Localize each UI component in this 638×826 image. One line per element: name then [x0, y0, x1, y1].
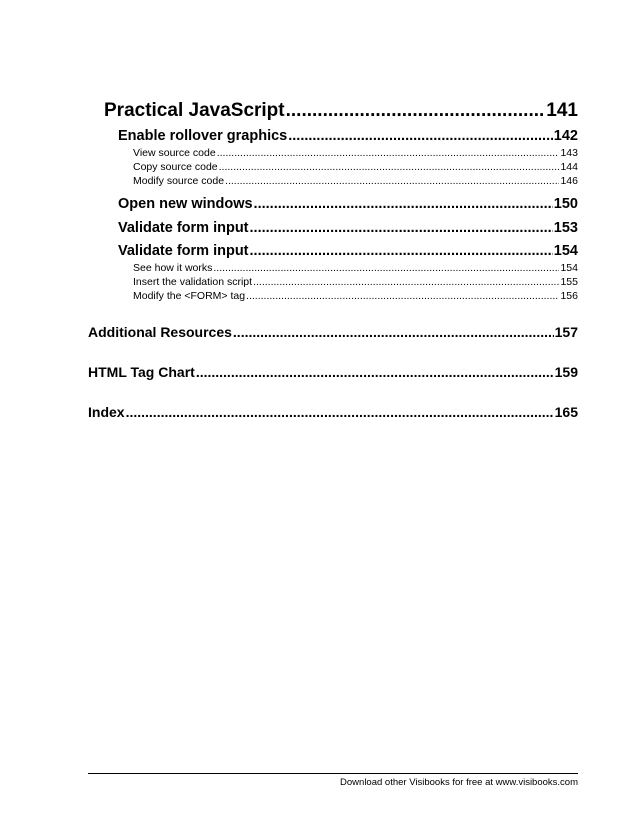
- toc-page-number: 155: [560, 276, 578, 288]
- footer-divider: [88, 773, 578, 774]
- toc-page-number: 153: [553, 220, 578, 236]
- dot-leader: [225, 175, 559, 187]
- dot-leader: [213, 262, 559, 274]
- toc-section-entry: [118, 243, 578, 259]
- toc-subentry: [133, 290, 578, 302]
- toc-label: Modify source code: [133, 175, 225, 187]
- toc-page-number: 159: [554, 364, 578, 380]
- dot-leader: [288, 128, 553, 144]
- toc-page-number: 156: [560, 290, 578, 302]
- toc-label: HTML Tag Chart: [88, 364, 195, 380]
- toc-page-number: 154: [553, 243, 578, 259]
- toc-page-number: 157: [554, 324, 578, 340]
- dot-leader: [246, 290, 559, 302]
- toc-top-entry: [88, 404, 578, 420]
- toc-label: Index: [88, 404, 125, 420]
- toc-page-number: 154: [560, 262, 578, 274]
- toc-top-entry: [88, 364, 578, 380]
- toc-label: Copy source code: [133, 161, 218, 173]
- dot-leader: [254, 196, 553, 212]
- toc-page-number: 142: [553, 128, 578, 144]
- toc-label: Open new windows: [118, 196, 253, 212]
- toc-subentry: [133, 276, 578, 288]
- toc-page-number: 165: [554, 404, 578, 420]
- toc-label: See how it works: [133, 262, 213, 274]
- toc-label: Validate form input: [118, 220, 249, 236]
- toc-label: Enable rollover graphics: [118, 128, 288, 144]
- toc-chapter-entry: [104, 100, 578, 122]
- toc-section-entry: [118, 196, 578, 212]
- toc-subentry: [133, 175, 578, 187]
- toc-page-number: 150: [553, 196, 578, 212]
- toc-label: View source code: [133, 147, 216, 159]
- toc-subentry: [133, 262, 578, 274]
- toc-section-entry: [118, 128, 578, 144]
- toc-label: Insert the validation script: [133, 276, 253, 288]
- dot-leader: [196, 364, 554, 380]
- dot-leader: [286, 100, 546, 122]
- footer-text: Download other Visibooks for free at www.visibooks.com: [340, 777, 578, 788]
- dot-leader: [219, 161, 560, 173]
- toc-page-number: 141: [546, 100, 578, 121]
- dot-leader: [253, 276, 559, 288]
- dot-leader: [217, 147, 560, 159]
- toc-label: Validate form input: [118, 243, 249, 259]
- dot-leader: [250, 220, 553, 236]
- toc-label: Additional Resources: [88, 324, 232, 340]
- dot-leader: [126, 404, 554, 420]
- toc-subentry: [133, 161, 578, 173]
- toc-page-number: 144: [560, 161, 578, 173]
- toc-subentry: [133, 147, 578, 159]
- toc-label: Practical JavaScript: [104, 100, 285, 121]
- toc-section-entry: [118, 220, 578, 236]
- dot-leader: [250, 243, 553, 259]
- toc-page-number: 143: [560, 147, 578, 159]
- toc-label: Modify the <FORM> tag: [133, 290, 246, 302]
- toc-top-entry: [88, 324, 578, 340]
- dot-leader: [233, 324, 554, 340]
- toc-page-number: 146: [560, 175, 578, 187]
